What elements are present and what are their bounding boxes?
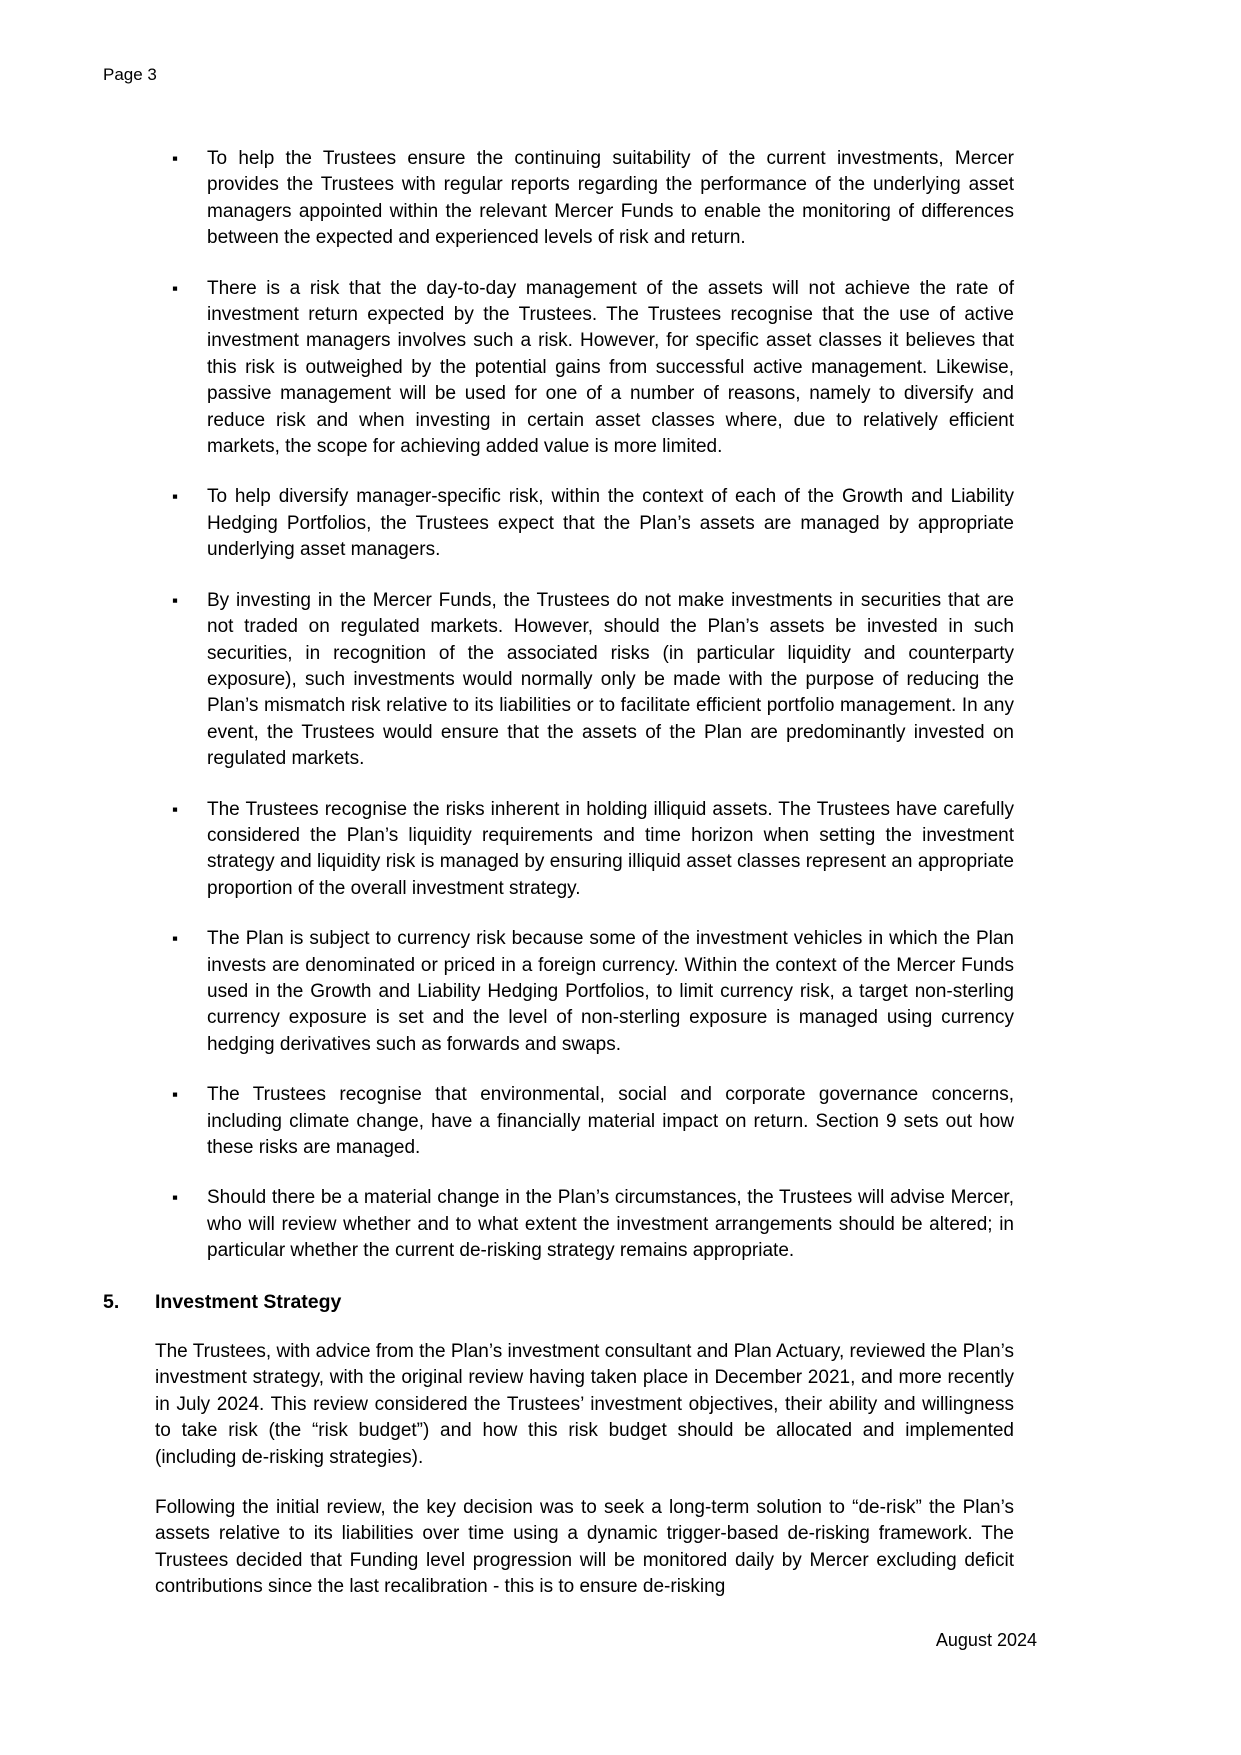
bullet-item bbox=[103, 926, 1014, 1058]
bullet-text: The Trustees recognise the risks inherent in holding illiquid assets. The Trustees have carefully considered the Plan’s liquidity requirements and time horizon when setting the investment strategy and liquidity risk is managed by ensuring illiquid asset classes represent an appropriate proportion of the overall investment strategy. bbox=[207, 798, 1014, 899]
bullet-item bbox=[103, 484, 1014, 563]
bullet-item bbox=[103, 588, 1014, 773]
bullet-text: The Trustees recognise that environmental, social and corporate governance concerns, including climate change, have a financially material impact on return. Section 9 sets out how these risks are managed. bbox=[207, 1084, 1014, 1158]
square-bullet-icon: ▪ bbox=[172, 149, 179, 168]
bullet-text: By investing in the Mercer Funds, the Trustees do not make investments in securities that are not traded on regulated markets. However, should the Plan’s assets be invested in such securities, in recognition of the associated risks (in particular liquidity and counterparty exposure), such investments would normally only be made with the purpose of reducing the Plan’s mismatch risk relative to its liabilities or to facilitate efficient portfolio management. In any event, the Trustees would ensure that the assets of the Plan are predominantly invested on regulated markets. bbox=[207, 589, 1014, 770]
bullet-text: Should there be a material change in the Plan’s circumstances, the Trustees will advise Mercer, who will review whether and to what extent the investment arrangements should be altered; in particular whether the current de-risking strategy remains appropriate. bbox=[207, 1187, 1014, 1262]
page-number-label: Page 3 bbox=[103, 65, 157, 84]
square-bullet-icon: ▪ bbox=[172, 487, 179, 507]
bullet-text: The Plan is subject to currency risk because some of the investment vehicles in which the Plan invests are denominated or priced in a foreign currency. Within the context of the Mercer Funds used in the Growth and Liability Hedging Portfolios, to limit currency risk, a target non-sterling currency exposure is set and the level of non-sterling exposure is managed using currency hedging derivatives such as forwards and swaps. bbox=[207, 928, 1014, 1055]
section-number: 5. bbox=[103, 1290, 120, 1313]
square-bullet-icon: ▪ bbox=[172, 1188, 179, 1208]
square-bullet-icon: ▪ bbox=[172, 1085, 179, 1105]
page-footer-date: August 2024 bbox=[935, 1630, 1037, 1650]
bullet-list bbox=[103, 146, 1014, 1265]
bullet-item bbox=[103, 146, 1014, 252]
bullet-item bbox=[103, 1185, 1014, 1264]
bullet-text: To help diversify manager-specific risk, within the context of each of the Growth and Liability Hedging Portfolios, the Trustees expect that the Plan’s assets are managed by appropriate underlying asset managers. bbox=[207, 486, 1014, 561]
square-bullet-icon: ▪ bbox=[172, 278, 179, 298]
document-body bbox=[103, 146, 1014, 1625]
section-title: Investment Strategy bbox=[155, 1290, 342, 1313]
body-paragraph: The Trustees, with advice from the Plan’s investment consultant and Plan Actuary, reviewed the Plan’s investment strategy, with the original review having taken place in December 2021, and more recently in July 2024. This review considered the Trustees’ investment objectives, their ability and willingness to take risk (the “risk budget”) and how this risk budget should be allocated and implemented (including de-risking strategies). bbox=[155, 1341, 1014, 1468]
bullet-text: There is a risk that the day-to-day management of the assets will not achieve the rate of investment return expected by the Trustees. The Trustees recognise that the use of active investment managers involves such a risk. However, for specific asset classes it believes that this risk is outweighed by the potential gains from successful active management. Likewise, passive management will be used for one of a number of reasons, namely to diversify and reduce risk and when investing in certain asset classes where, due to relatively efficient markets, the scope for achieving added value is more limited. bbox=[207, 277, 1014, 458]
bullet-item bbox=[103, 797, 1014, 903]
square-bullet-icon: ▪ bbox=[172, 799, 179, 819]
bullet-item bbox=[103, 1082, 1014, 1161]
bullet-text: To help the Trustees ensure the continuing suitability of the current investments, Mercer provides the Trustees with regular reports regarding the performance of the underlying asset managers appointed within the relevant Mercer Funds to enable the monitoring of differences between the expected and experienced levels of risk and return. bbox=[207, 148, 1014, 249]
body-paragraph: Following the initial review, the key decision was to seek a long-term solution to “de-risk” the Plan’s assets relative to its liabilities over time using a dynamic trigger-based de-risking framework. The Trustees decided that Funding level progression will be monitored daily by Mercer excluding deficit contributions since the last recalibration - this is to ensure de-risking bbox=[155, 1497, 1014, 1598]
square-bullet-icon: ▪ bbox=[172, 929, 179, 949]
bullet-item bbox=[103, 276, 1014, 461]
square-bullet-icon: ▪ bbox=[172, 590, 179, 610]
section-heading bbox=[103, 1289, 1014, 1315]
